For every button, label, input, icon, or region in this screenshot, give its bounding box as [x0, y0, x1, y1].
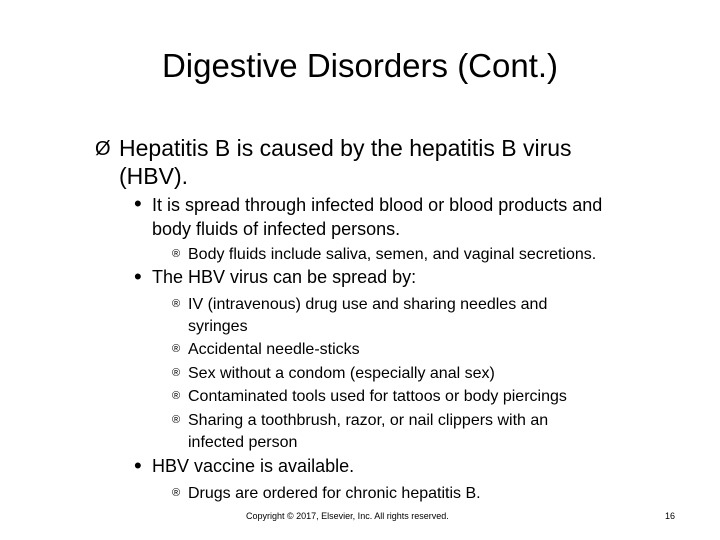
dot-bullet-icon: •	[134, 191, 142, 216]
registered-bullet-icon: ®	[172, 390, 181, 402]
hbv-item-sharing-line1: Sharing a toothbrush, razor, or nail clippers with an	[188, 412, 549, 429]
hbv-item-needlesticks: Accidental needle-sticks	[188, 341, 360, 358]
slide-title: Digestive Disorders (Cont.)	[161, 47, 559, 84]
arrowhead-bullet-icon: Ø	[95, 138, 111, 160]
spread-line1: It is spread through infected blood or blood products and	[152, 195, 603, 215]
registered-bullet-icon: ®	[172, 343, 181, 355]
hbv-spread-heading: The HBV virus can be spread by:	[152, 267, 417, 287]
registered-bullet-icon: ®	[172, 414, 181, 426]
dot-bullet-icon: •	[134, 453, 142, 478]
drugs-item: Drugs are ordered for chronic hepatitis B.	[188, 485, 481, 502]
vaccine-heading: HBV vaccine is available.	[152, 456, 355, 476]
registered-bullet-icon: ®	[172, 298, 181, 310]
hbv-item-iv-line1: IV (intravenous) drug use and sharing needles and	[188, 296, 548, 313]
spread-line2: body fluids of infected persons.	[152, 219, 401, 239]
registered-bullet-icon: ®	[172, 367, 181, 379]
registered-bullet-icon: ®	[172, 487, 181, 499]
hbv-item-tools: Contaminated tools used for tattoos or body piercings	[188, 388, 567, 405]
hbv-item-iv-line2: syringes	[188, 318, 248, 335]
fluids-item: Body fluids include saliva, semen, and vaginal secretions.	[188, 246, 597, 263]
hbv-item-sex: Sex without a condom (especially anal sex)	[188, 365, 495, 382]
registered-bullet-icon: ®	[172, 248, 181, 260]
main-bullet-line2: (HBV).	[119, 163, 188, 189]
dot-bullet-icon: •	[134, 264, 142, 289]
copyright-footer: Copyright © 2017, Elsevier, Inc. All rights reserved.	[246, 511, 449, 521]
hbv-item-sharing-line2: infected person	[188, 434, 298, 451]
page-number: 16	[665, 511, 676, 521]
main-bullet-line1: Hepatitis B is caused by the hepatitis B virus	[119, 135, 572, 161]
